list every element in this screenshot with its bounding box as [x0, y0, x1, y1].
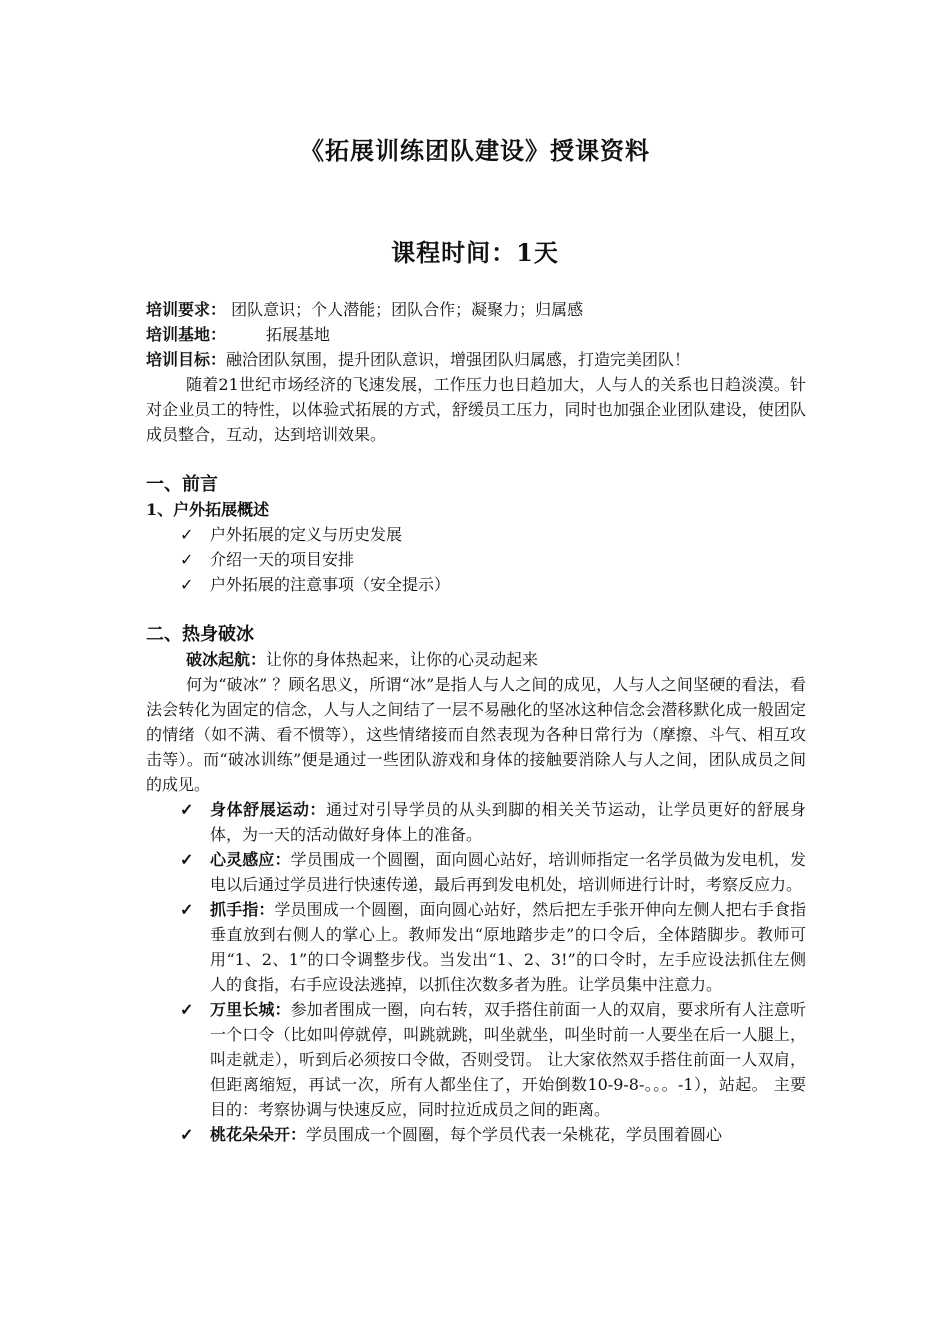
activity-name: 身体舒展运动： — [210, 800, 326, 819]
activity-description: 学员围成一个圆圈，每个学员代表一朵桃花，学员围着圆心 — [306, 1125, 723, 1144]
icebreaker-tagline — [146, 647, 806, 672]
checkmark-icon: ✓ — [180, 850, 194, 869]
list-item — [146, 1122, 806, 1147]
list-item — [146, 997, 806, 1122]
activity-name: 心灵感应： — [210, 850, 291, 869]
checkmark-icon: ✓ — [180, 550, 194, 569]
training-base-value: 拓展基地 — [266, 325, 331, 344]
activity-name: 桃花朵朵开： — [210, 1125, 307, 1144]
activity-description: 学员围成一个圆圈，面向圆心站好，然后把左手张开伸向左侧人把右手食指垂直放到右侧人的掌心上。教师发出“原地踏步走”的口令后，全体踏脚步。教师可用“1、2、1”的口令调整步伐。当发出“1、2、3!”的口令时，左手应设法抓住左侧人的食指，右手应设法逃掉，以抓住次数多者为胜。让学员集中注意力。 — [210, 900, 806, 994]
list-item — [146, 797, 806, 847]
icebreaker-tag-value: 让你的身体热起来，让你的心灵动起来 — [266, 650, 539, 669]
list-item — [146, 847, 806, 897]
section-heading-icebreaker: 二、热身破冰 — [146, 624, 254, 645]
activity-name: 万里长城： — [210, 1000, 291, 1019]
course-duration-heading: 课程时间：1天 — [391, 238, 559, 267]
training-goal-value: 融洽团队氛围，提升团队意识，增强团队归属感，打造完美团队！ — [226, 350, 691, 369]
overview-checklist — [146, 522, 806, 597]
checkmark-icon: ✓ — [180, 800, 194, 819]
list-item: ✓ 户外拓展的定义与历史发展 — [146, 522, 806, 547]
activity-description: 学员围成一个圆圈，面向圆心站好，培训师指定一名学员做为发电机，发电以后通过学员进行快速传递，最后再到发电机处，培训师进行计时，考察反应力。 — [210, 850, 806, 894]
list-item: ✓ 介绍一天的项目安排 — [146, 547, 806, 572]
checkmark-icon: ✓ — [180, 1125, 194, 1144]
training-base-line — [146, 322, 806, 347]
training-requirement-value: 团队意识；个人潜能；团队合作；凝聚力；归属感 — [231, 300, 584, 319]
training-requirement-line — [146, 297, 806, 322]
list-item: ✓ 户外拓展的注意事项（安全提示） — [146, 572, 806, 597]
training-requirement-label: 培训要求： — [146, 300, 227, 319]
activity-description: 通过对引导学员的从头到脚的相关关节运动，让学员更好的舒展身体，为一天的活动做好身体上的准备。 — [210, 800, 806, 844]
checkmark-icon: ✓ — [180, 525, 194, 544]
document-body — [146, 297, 806, 1147]
list-item — [146, 897, 806, 997]
training-goal-line — [146, 347, 806, 372]
icebreaker-tag-label: 破冰起航： — [186, 650, 267, 669]
training-goal-label: 培训目标： — [146, 350, 227, 369]
activity-name: 抓手指： — [210, 900, 275, 919]
icebreaker-intro-paragraph: 何为“破冰” ？顾名思义，所谓“冰”是指人与人之间的成见，人与人之间坚硬的看法，看法会转化为固定的信念，人与人之间结了一层不易融化的坚冰这种信念会潜移默化成一般固定的情绪（如不满、看不惯等），这些情绪接而自然表现为各种日常行为（摩擦、斗气、相互攻击等）。而“破冰训练”便是通过一些团队游戏和身体的接触要消除人与人之间，团队成员之间的成见。 — [146, 675, 806, 794]
training-base-label: 培训基地： — [146, 325, 227, 344]
document-title: 《拓展训练团队建设》授课资料 — [300, 136, 650, 165]
activity-description: 参加者围成一圈，向右转，双手搭住前面一人的双肩，要求所有人注意听一个口令（比如叫停就停，叫跳就跳，叫坐就坐，叫坐时前一人要坐在后一人腿上，叫走就走），听到后必须按口令做，否则受罚。 让大家依然双手搭住前面一人双肩，但距离缩短，再试一次，所有人都坐住了，开始倒数10-9-8-。。。-1），站起。 主要目的：考察协调与快速反应，同时拉近成员之间的距离。 — [210, 1000, 806, 1119]
checkmark-icon: ✓ — [180, 1000, 194, 1019]
icebreaker-activity-list — [146, 797, 806, 1147]
checkmark-icon: ✓ — [180, 575, 194, 594]
intro-paragraph: 随着21世纪市场经济的飞速发展，工作压力也日趋加大，人与人的关系也日趋淡漠。针对企业员工的特性，以体验式拓展的方式，舒缓员工压力，同时也加强企业团队建设，使团队成员整合，互动，达到培训效果。 — [146, 375, 806, 444]
checkmark-icon: ✓ — [180, 900, 194, 919]
section-heading-preface: 一、前言 — [146, 474, 218, 495]
subsection-heading-outdoor-overview: 1、户外拓展概述 — [146, 500, 270, 519]
